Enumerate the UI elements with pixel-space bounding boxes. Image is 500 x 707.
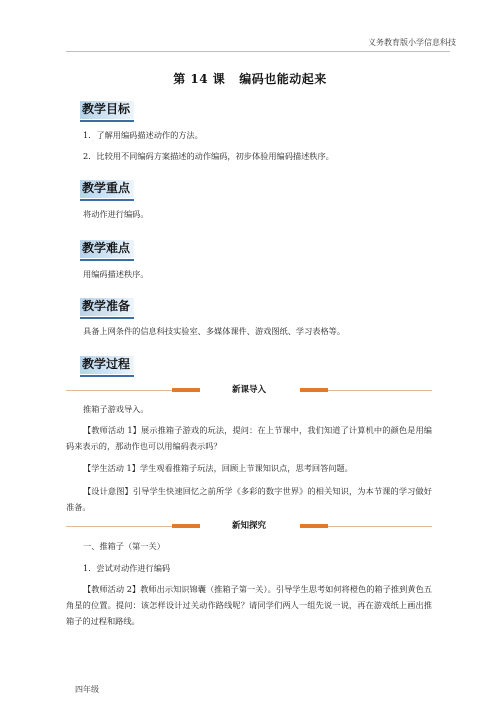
subheader-line-right bbox=[328, 526, 432, 527]
intro-para-3: 【学生活动 1】学生观看推箱子玩法，回顾上节课知识点，思考回答问题。 bbox=[83, 463, 353, 473]
section-heading-process: 教学过程 bbox=[80, 356, 134, 374]
explore-para-2: 1．尝试对动作进行编码 bbox=[83, 563, 171, 573]
header-rule bbox=[66, 51, 450, 52]
difficulties-text: 用编码描述秩序。 bbox=[83, 269, 149, 279]
subheader-line-right bbox=[328, 390, 432, 391]
preparation-text: 具备上网条件的信息科技实验室、多媒体课件、游戏图纸、学习表格等。 bbox=[83, 326, 346, 336]
intro-para-1: 推箱子游戏导入。 bbox=[83, 404, 149, 414]
subheader-explore-label: 新知探究 bbox=[231, 521, 266, 531]
subheader-intro-label: 新课导入 bbox=[231, 385, 266, 395]
intro-para-4: 【设计意图】引导学生快速回忆之前所学《多彩的数字世界》的相关知识，为本节课的学习做好准备。 bbox=[66, 486, 432, 512]
lesson-name: 编码也能动起来 bbox=[239, 72, 327, 86]
section-heading-key-points: 教学重点 bbox=[80, 180, 134, 198]
goal-item-1: 1．了解用编码描述动作的方法。 bbox=[83, 130, 203, 140]
subheader-accent-right bbox=[300, 388, 328, 392]
subheader-accent-right bbox=[300, 524, 328, 528]
intro-para-2: 【教师活动 1】展示推箱子游戏的玩法，提问：在上节课中，我们知道了计算机中的颜色是用编码来表示的，那动作也可以用编码表示吗？ bbox=[66, 425, 432, 451]
lesson-number: 第 14 课 bbox=[173, 72, 226, 86]
goal-item-2: 2．比较用不同编码方案描述的动作编码，初步体验用编码描述秩序。 bbox=[83, 151, 334, 161]
lesson-title bbox=[0, 70, 500, 87]
footer-grade: 四年级 bbox=[75, 685, 99, 694]
section-heading-goals: 教学目标 bbox=[80, 101, 134, 119]
explore-para-1: 一、推箱子（第一关） bbox=[83, 541, 165, 551]
publisher-header: 义务教育版小学信息科技 bbox=[368, 38, 456, 47]
section-heading-difficulties: 教学难点 bbox=[80, 240, 134, 258]
subheader-intro bbox=[66, 384, 432, 396]
subheader-explore bbox=[66, 520, 432, 532]
section-heading-preparation: 教学准备 bbox=[80, 298, 134, 316]
explore-para-3: 【教师活动 2】教师出示知识锦囊（推箱子第一关）。引导学生思考如何将橙色的箱子推到黄色五角星的位置。提问：该怎样设计过关动作路线呢？请同学们两人一组先说一说，再在游戏纸上画出推箱子的过程和路线。 bbox=[66, 584, 432, 626]
key-points-text: 将动作进行编码。 bbox=[83, 209, 149, 219]
